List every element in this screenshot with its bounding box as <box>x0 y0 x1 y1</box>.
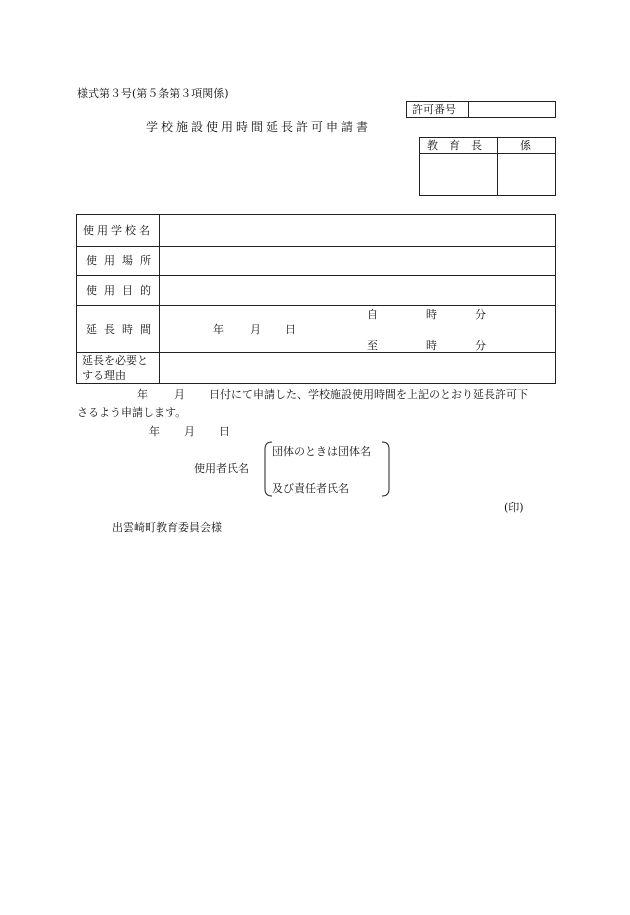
applicant-note-line2: 及び責任者氏名 <box>272 482 349 495</box>
table-row-divider <box>77 305 555 306</box>
applicant-note-line1: 団体のときは団体名 <box>272 445 371 458</box>
permit-number-divider <box>468 102 469 117</box>
applicant-bracket-left <box>265 442 272 496</box>
place-label: 使用場所 <box>86 254 158 267</box>
form-number: 様式第３号(第５条第３項関係) <box>77 87 229 100</box>
extension-time-label: 延長時間 <box>86 323 158 336</box>
reason-label-line1: 延長を必要と <box>82 354 148 367</box>
statement-month: 月 <box>174 388 185 401</box>
application-date-month: 月 <box>184 425 195 438</box>
application-table <box>76 214 556 384</box>
approval-superintendent-label: 教 育 長 <box>427 139 482 152</box>
reason-label-line2: する理由 <box>82 369 126 382</box>
table-row-divider <box>77 352 555 353</box>
extension-date-day: 日 <box>285 323 296 336</box>
application-date-year: 年 <box>149 425 160 438</box>
statement-year: 年 <box>137 388 148 401</box>
permit-number-label: 許可番号 <box>412 103 456 116</box>
time-to-minute: 分 <box>475 339 486 352</box>
extension-date-month: 月 <box>250 323 261 336</box>
permit-number-box <box>406 101 556 118</box>
table-label-column-divider <box>159 215 160 383</box>
seal-mark: (印) <box>504 501 524 514</box>
statement-line2: さるよう申請します。 <box>77 406 187 419</box>
school-name-label: 使用学校名 <box>83 224 153 237</box>
table-row-divider <box>77 246 555 247</box>
applicant-bracket-right <box>382 442 389 496</box>
recipient: 出雲崎町教育委員会様 <box>112 521 222 534</box>
statement-line1: 日付にて申請した、学校施設使用時間を上記のとおり延長許可下 <box>209 388 528 401</box>
time-from-label: 自 <box>367 308 378 321</box>
approval-box <box>419 137 556 196</box>
time-to-label: 至 <box>367 339 378 352</box>
table-row-divider <box>77 275 555 276</box>
purpose-label: 使用目的 <box>86 284 158 297</box>
approval-column-divider <box>497 138 498 195</box>
application-date-day: 日 <box>219 425 230 438</box>
form-title: 学校施設使用時間延長許可申請書 <box>146 120 372 134</box>
time-from-hour: 時 <box>426 308 437 321</box>
time-to-hour: 時 <box>426 339 437 352</box>
applicant-name-label: 使用者氏名 <box>194 462 249 475</box>
approval-header-divider <box>420 153 555 154</box>
time-from-minute: 分 <box>475 308 486 321</box>
approval-staff-label: 係 <box>520 139 531 152</box>
extension-date-year: 年 <box>213 323 224 336</box>
